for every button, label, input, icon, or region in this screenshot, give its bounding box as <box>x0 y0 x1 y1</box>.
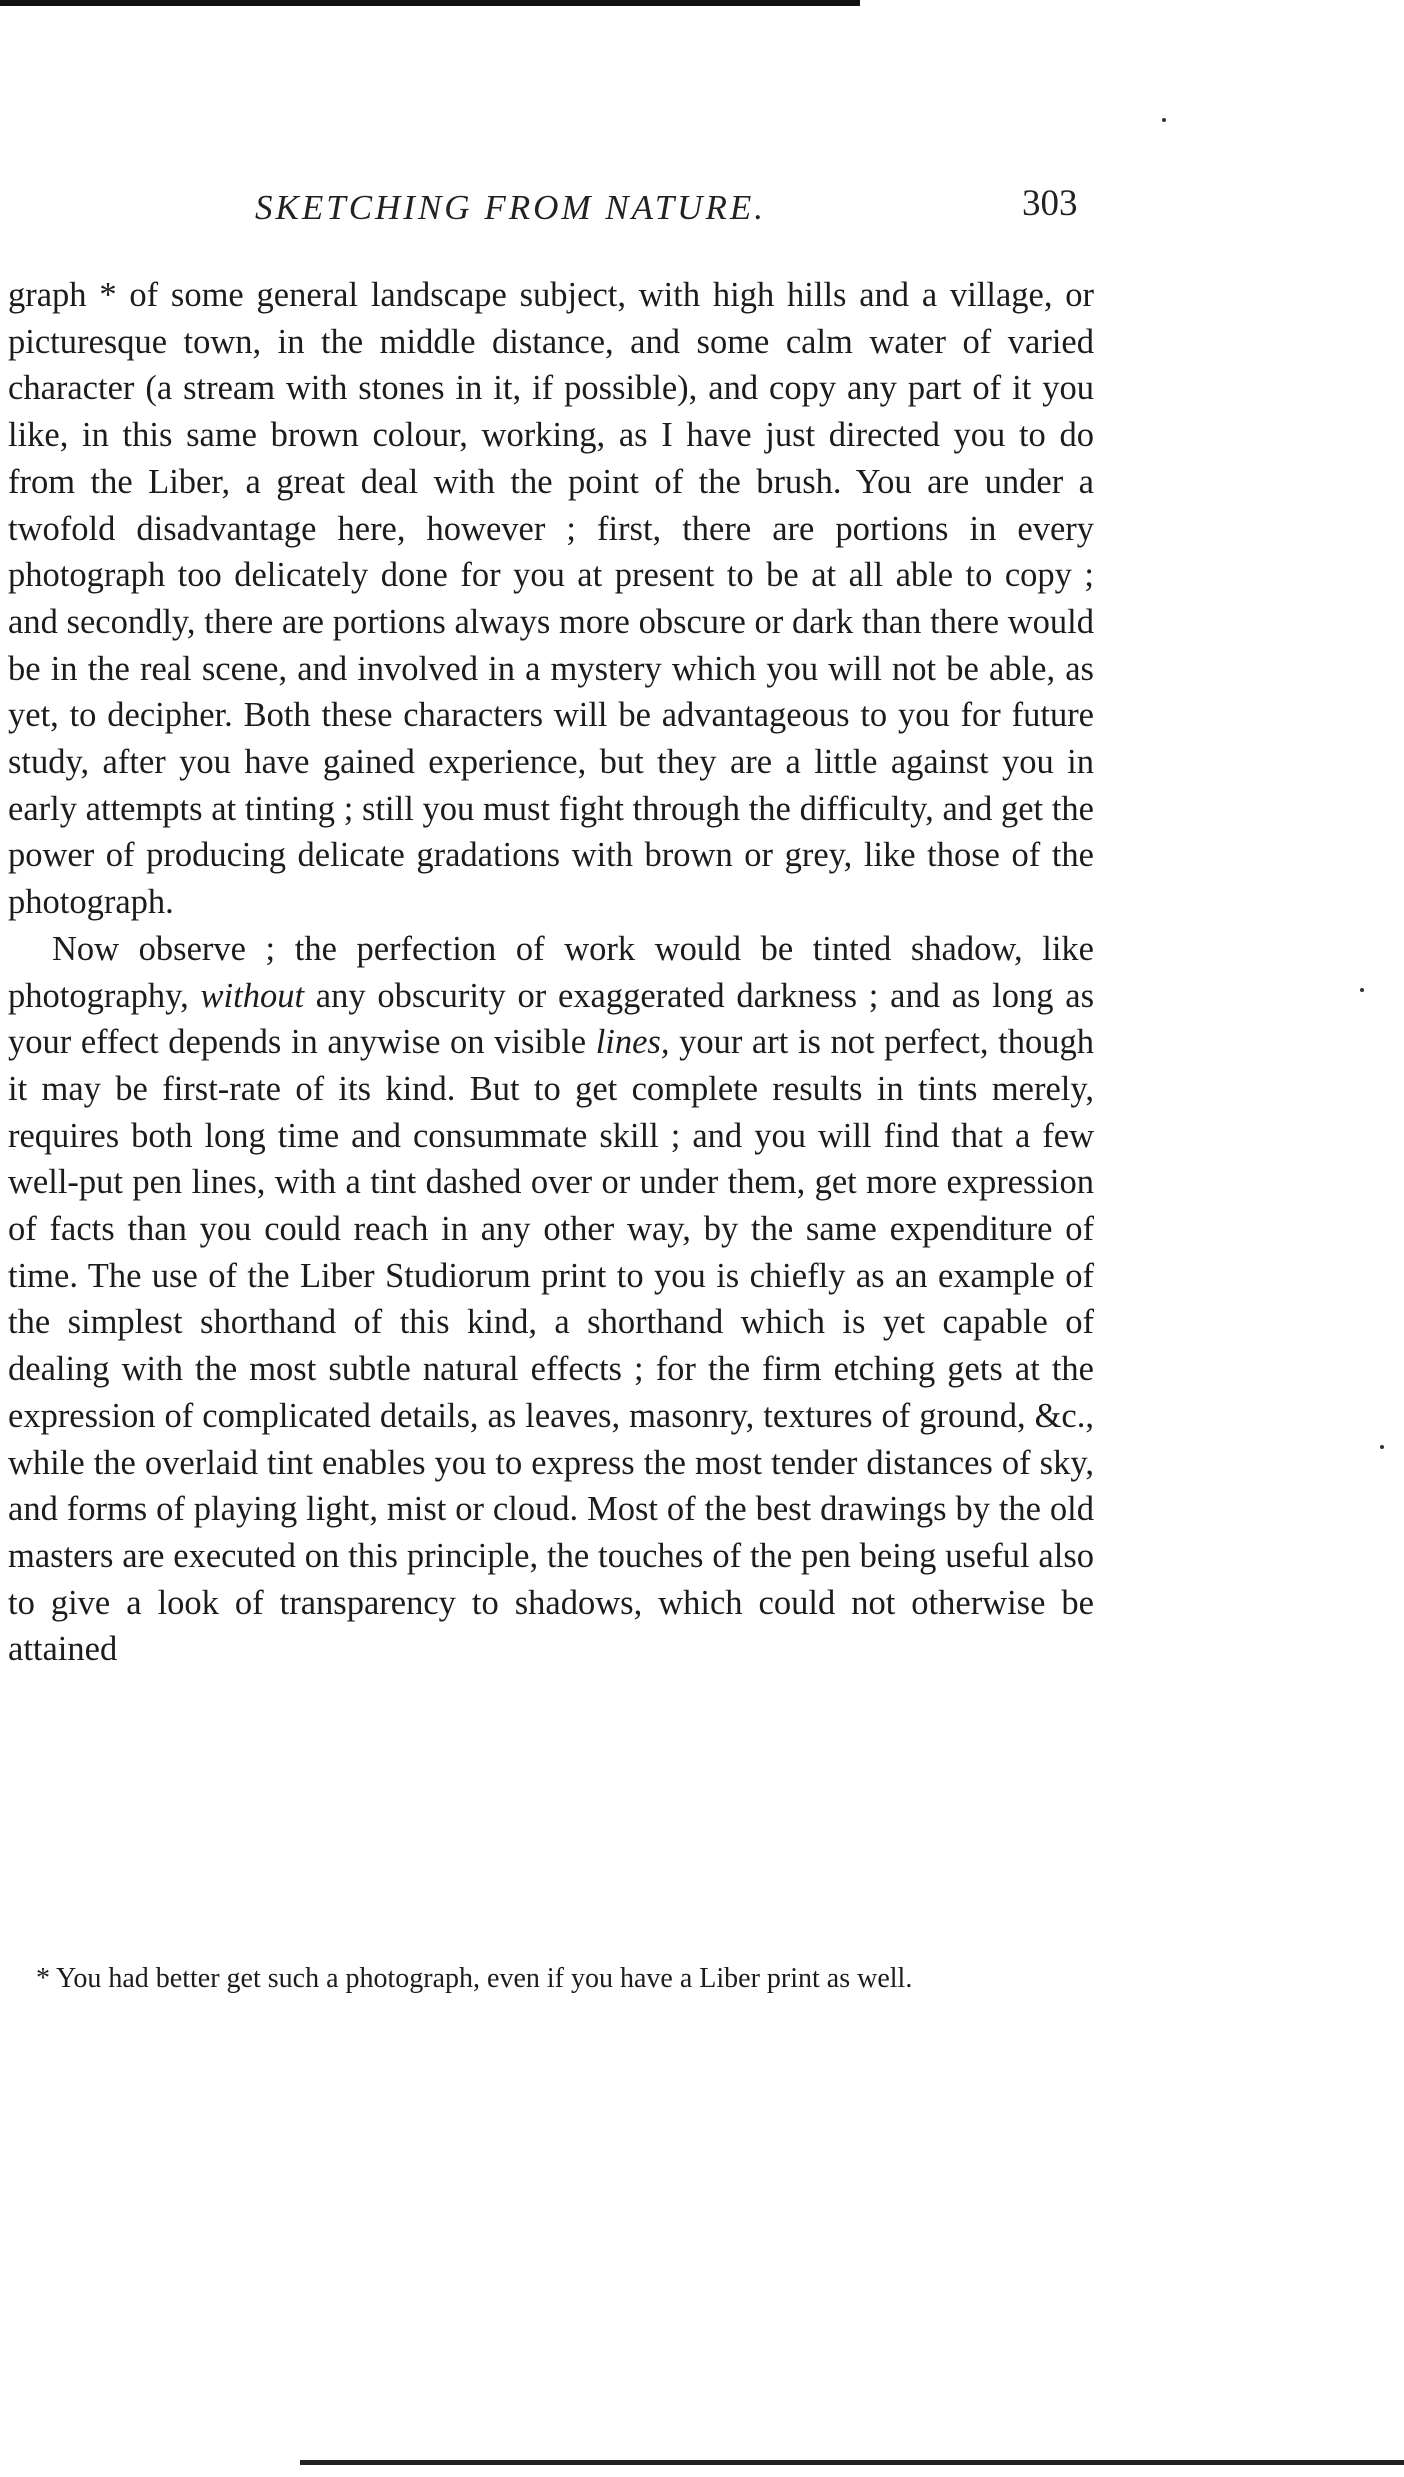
bottom-page-edge-rule <box>300 2460 1404 2465</box>
paragraph-2-part-2: any obscurity or exaggerated darkness ; and as long as your effect depends in anywise on visible <box>8 976 1094 1062</box>
page-number: 303 <box>1022 183 1078 224</box>
emphasis-without: without <box>200 976 305 1015</box>
paragraph-now-observe <box>8 926 1094 1673</box>
top-page-edge-rule <box>0 0 860 6</box>
footnote-text: * You had better get such a photograph, even if you have a Liber print as well. <box>36 1963 913 1994</box>
running-head-title: SKETCHING FROM NATURE. <box>255 188 766 227</box>
paper-speck <box>1360 988 1364 992</box>
paragraph-2-part-3: your art is not perfect, though it may be first-rate of its kind. But to get complete results in tints merely, requires both long time and consummate skill ; and you will find that a few well-put pen lines, with a tint dashed over or under them, get more expression of facts than you could reach in any other way, by the same expenditure of time. The use of the Liber Studiorum print to you is chiefly as an example of the simplest shorthand of this kind, a shorthand which is yet capable of dealing with the most subtle natural effects ; for the firm etching gets at the expression of complicated details, as leaves, masonry, textures of ground, &c., while the overlaid tint enables you to express the most tender distances of sky, and forms of playing light, mist or cloud. Most of the best drawings by the old masters are executed on this principle, the touches of the pen being useful also to give a look of transparency to shadows, which could not otherwise be attained <box>8 1023 1094 1669</box>
paragraph-continued: graph * of some general landscape subject, with high hills and a village, or picturesque town, in the middle distance, and some calm water of varied character (a stream with stones in it, if possible), and copy any part of it you like, in this same brown colour, working, as I have just directed you to do from the Liber, a great deal with the point of the brush. You are under a twofold disadvantage here, however ; first, there are portions in every photograph too delicately done for you at present to be at all able to copy ; and secondly, there are portions always more obscure or dark than there would be in the real scene, and involved in a mystery which you will not be able, as yet, to decipher. Both these characters will be advantageous to you for future study, after you have gained experience, but they are a little against you in early attempts at tinting ; still you must fight through the difficulty, and get the power of producing delicate gradations with brown or grey, like those of the photograph. <box>8 276 1094 922</box>
paper-speck <box>1380 1445 1384 1449</box>
paper-speck <box>1162 118 1166 122</box>
footnote <box>18 1960 1094 1998</box>
paragraph-2-part-1: Now observe ; the perfection of work would be tinted shadow, like photography, <box>8 929 1094 1015</box>
main-text-block <box>8 272 1094 1673</box>
emphasis-lines: lines, <box>595 1023 670 1062</box>
